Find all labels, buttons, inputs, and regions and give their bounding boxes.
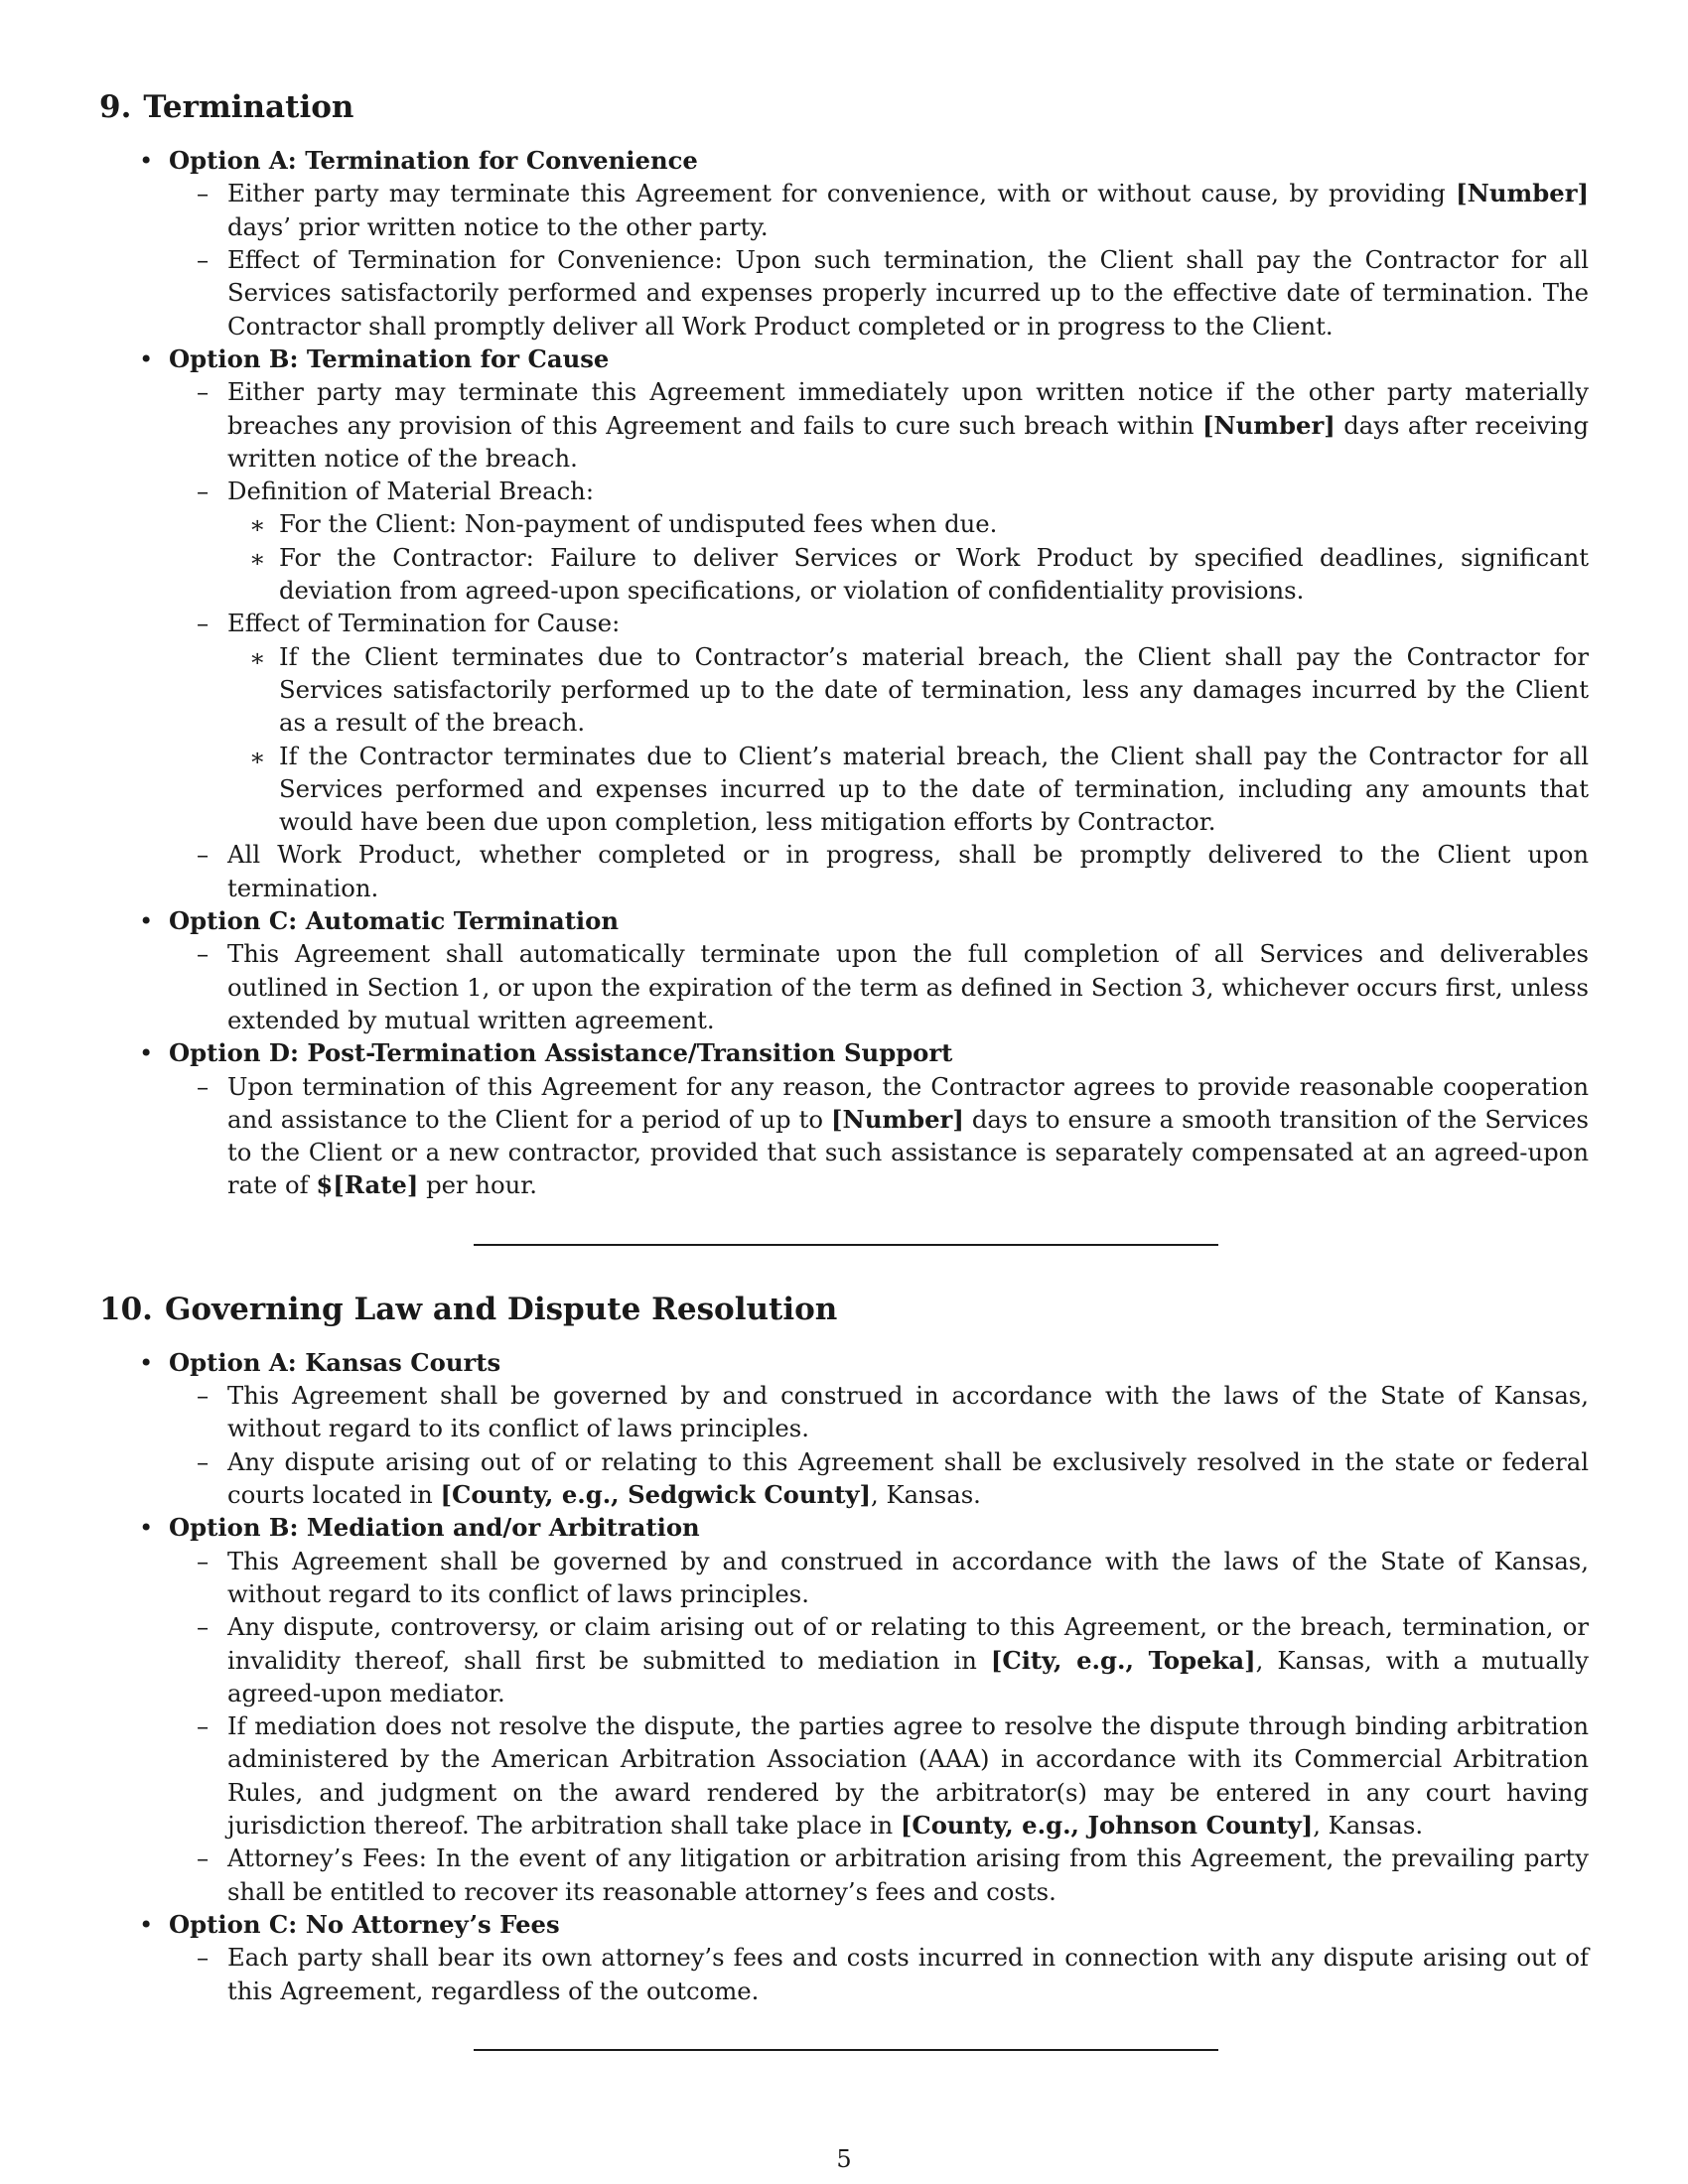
options-list — [99, 1346, 1589, 2007]
option-c-no-attorney-fees — [139, 1908, 1589, 2007]
bullet-dash: – — [197, 245, 210, 275]
document-page — [99, 89, 1589, 2051]
option-d-transition — [139, 1036, 1589, 1201]
clause-text: Definition of Material Breach: — [227, 477, 595, 506]
options-list — [99, 144, 1589, 1202]
bullet-dash: – — [197, 1071, 210, 1101]
placeholder-county: [County, e.g., Johnson County] — [900, 1811, 1314, 1841]
bullet-dash: – — [197, 1711, 210, 1741]
sub-list-item — [249, 740, 1589, 839]
bullet-dot: • — [139, 1909, 154, 1939]
section-title: Governing Law and Dispute Resolution — [164, 1291, 838, 1327]
bullet-dash: – — [197, 1843, 210, 1873]
option-title: Option B: Mediation and/or Arbitration — [169, 1513, 700, 1543]
bullet-dash: – — [197, 1943, 210, 1973]
bullet-dash: – — [197, 609, 210, 638]
clause-text: days after receiving written notice of the breach. — [227, 410, 1589, 473]
list-item — [197, 1610, 1589, 1709]
option-a-kansas-courts — [139, 1346, 1589, 1511]
section-divider — [474, 1244, 1218, 1246]
option-a-convenience — [139, 144, 1589, 342]
bullet-asterisk: ∗ — [249, 742, 266, 771]
bullet-dash: – — [197, 377, 210, 407]
page-number: 5 — [836, 2145, 852, 2173]
clause-text: For the Client: Non-payment of undisputed fees when due. — [279, 509, 998, 539]
section-title: Termination — [143, 89, 354, 125]
list-item — [197, 607, 1589, 838]
bullet-dot: • — [139, 1347, 154, 1377]
bullet-dash: – — [197, 1381, 210, 1411]
list-item — [197, 937, 1589, 1036]
section-heading — [99, 1292, 1589, 1328]
bullet-dot: • — [139, 146, 154, 176]
list-item — [197, 1445, 1589, 1512]
bullet-dash: – — [197, 840, 210, 870]
clause-text: Attorney’s Fees: In the event of any litigation or arbitration arising from this Agreement, the prevailing party shall be entitled to recover its reasonable attorney’s fees and costs. — [227, 1843, 1589, 1906]
clause-text: per hour. — [418, 1170, 537, 1200]
list-item — [197, 1379, 1589, 1445]
option-title: Option A: Kansas Courts — [169, 1347, 501, 1377]
section-number: 9. — [99, 89, 132, 125]
option-title: Option B: Termination for Cause — [169, 343, 610, 373]
placeholder-number: [Number] — [831, 1104, 964, 1134]
placeholder-county: [County, e.g., Sedgwick County] — [440, 1480, 872, 1510]
sub-list-item — [249, 507, 1589, 540]
sub-list-item — [249, 541, 1589, 608]
clause-text: Either party may terminate this Agreement for convenience, with or without cause, by providing — [227, 179, 1457, 208]
section-divider — [474, 2049, 1218, 2051]
option-title: Option C: No Attorney’s Fees — [169, 1909, 560, 1939]
bullet-dash: – — [197, 1446, 210, 1476]
bullet-dash: – — [197, 477, 210, 506]
clause-text: If the Client terminates due to Contractor’s material breach, the Client shall pay the Contractor for Services satisfactorily performed up to the date of termination, less any damages incurred by the Client as a result of the breach. — [279, 641, 1589, 738]
clause-text: , Kansas, with a mutually agreed-upon mediator. — [227, 1645, 1589, 1707]
placeholder-number: [Number] — [1201, 410, 1336, 440]
bullet-dash: – — [197, 1612, 210, 1642]
bullet-dash: – — [197, 1546, 210, 1575]
list-item — [197, 475, 1589, 607]
bullet-dash: – — [197, 939, 210, 969]
clause-text: Upon termination of this Agreement for any reason, the Contractor agrees to provide reasonable cooperation and assistance to the Client for a period of up to — [227, 1071, 1589, 1134]
clause-text: Any dispute arising out of or relating to this Agreement shall be exclusively resolved in the state or federal courts located in — [227, 1446, 1589, 1510]
bullet-asterisk: ∗ — [249, 543, 266, 573]
option-title: Option D: Post-Termination Assistance/Transition Support — [169, 1038, 953, 1068]
list-item — [197, 1070, 1589, 1202]
option-c-automatic — [139, 904, 1589, 1036]
bullet-asterisk: ∗ — [249, 510, 266, 540]
list-item — [197, 375, 1589, 475]
clause-text: Any dispute, controversy, or claim arising out of or relating to this Agreement, or the breach, termination, or invalidity thereof, shall first be submitted to mediation in — [227, 1612, 1589, 1675]
option-title: Option C: Automatic Termination — [169, 906, 620, 936]
clause-text: This Agreement shall be governed by and construed in accordance with the laws of the State of Kansas, without regard to its conflict of laws principles. — [227, 1546, 1589, 1608]
clause-text: If mediation does not resolve the dispute, the parties agree to resolve the dispute through binding arbitration administered by the American Arbitration Association (AAA) in accordance with its Commercial Arbitration Rules, and judgment on the award rendered by the arbitrator(s) may be entered in any court having jurisdiction thereof. The arbitration shall take place in — [227, 1711, 1589, 1841]
clause-text: For the Contractor: Failure to deliver Services or Work Product by specified deadlines, significant deviation from agreed-upon specifications, or violation of confidentiality provisions. — [279, 542, 1589, 606]
list-item — [197, 1941, 1589, 2007]
clause-text: This Agreement shall be governed by and construed in accordance with the laws of the State of Kansas, without regard to its conflict of laws principles. — [227, 1381, 1589, 1443]
list-item — [197, 1842, 1589, 1908]
placeholder-number: [Number] — [1456, 179, 1589, 208]
clause-text: Each party shall bear its own attorney’s fees and costs incurred in connection with any dispute arising out of this Agreement, regardless of the outcome. — [227, 1943, 1589, 2005]
section-number: 10. — [99, 1291, 153, 1327]
option-title: Option A: Termination for Convenience — [169, 146, 698, 176]
clause-text: Effect of Termination for Convenience: Upon such termination, the Client shall pay the Contractor for all Services satisfactorily performed and expenses properly incurred up to the effective date of termination. The Contractor shall promptly deliver all Work Product completed or in progress to the Client. — [227, 245, 1589, 341]
list-item — [197, 838, 1589, 904]
clause-text: If the Contractor terminates due to Client’s material breach, the Client shall pay the Contractor for all Services performed and expenses incurred up to the date of termination, including any amounts that would have been due upon completion, less mitigation efforts by Contractor. — [279, 741, 1589, 837]
bullet-dash: – — [197, 179, 210, 208]
placeholder-rate: $[Rate] — [316, 1170, 419, 1200]
placeholder-city: [City, e.g., Topeka] — [990, 1645, 1256, 1675]
list-item — [197, 1545, 1589, 1611]
bullet-dot: • — [139, 1038, 154, 1068]
clause-text: Effect of Termination for Cause: — [227, 609, 621, 638]
section-governing-law — [99, 1292, 1589, 2051]
option-b-mediation-arbitration — [139, 1511, 1589, 1908]
bullet-dot: • — [139, 343, 154, 373]
bullet-asterisk: ∗ — [249, 642, 266, 672]
bullet-dot: • — [139, 906, 154, 936]
list-item — [197, 1709, 1589, 1842]
bullet-dot: • — [139, 1513, 154, 1543]
clause-text: , Kansas. — [1313, 1811, 1424, 1841]
sub-list-item — [249, 640, 1589, 740]
section-termination — [99, 89, 1589, 1246]
list-item — [197, 243, 1589, 342]
clause-text: days’ prior written notice to the other party. — [227, 211, 769, 241]
clause-text: days to ensure a smooth transition of the Services to the Client or a new contractor, provided that such assistance is separately compensated at an agreed-upon rate of — [227, 1104, 1589, 1200]
section-heading — [99, 89, 1589, 126]
list-item — [197, 177, 1589, 243]
clause-text: Either party may terminate this Agreement immediately upon written notice if the other party materially breaches any provision of this Agreement and fails to cure such breach within — [227, 377, 1589, 440]
clause-text: This Agreement shall automatically terminate upon the full completion of all Services and deliverables outlined in Section 1, or upon the expiration of the term as defined in Section 3, whichever occurs first, unless extended by mutual written agreement. — [227, 939, 1589, 1034]
clause-text: All Work Product, whether completed or in progress, shall be promptly delivered to the Client upon termination. — [227, 840, 1589, 902]
option-b-cause — [139, 342, 1589, 904]
clause-text: , Kansas. — [871, 1480, 981, 1510]
